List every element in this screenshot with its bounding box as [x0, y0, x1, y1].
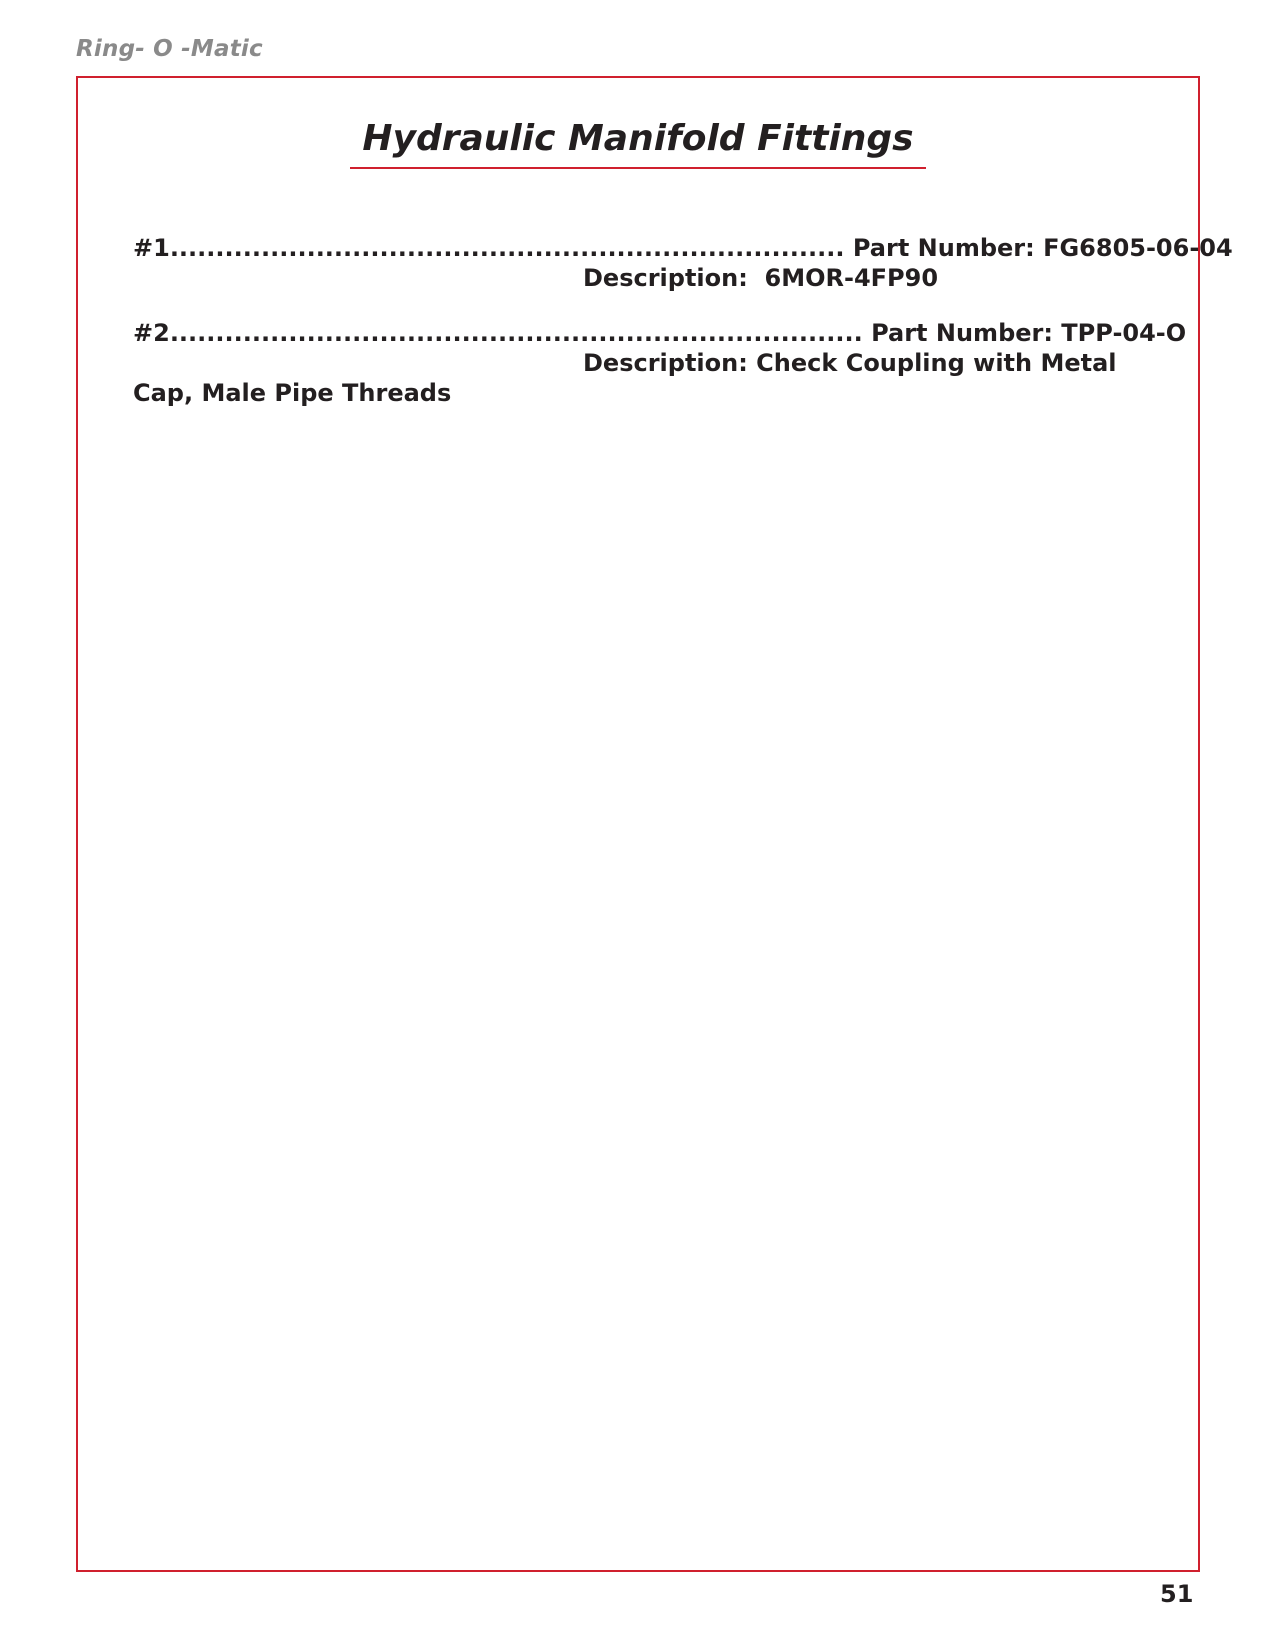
title-container — [350, 118, 926, 159]
brand-header: Ring- O -Matic — [76, 36, 263, 62]
part-number: Part Number: TPP-04-O — [871, 319, 1187, 347]
page-title: Hydraulic Manifold Fittings — [362, 118, 914, 159]
dot-leader: ............................................................................ — [169, 319, 863, 347]
dot-leader: .......................................................................... — [169, 234, 845, 262]
title-underline — [350, 167, 926, 169]
page-number: 51 — [1160, 1580, 1194, 1608]
item-description: Description: 6MOR-4FP90 — [583, 264, 939, 292]
item-number: #2 — [133, 319, 170, 347]
item-description: Description: Check Coupling with Metal — [583, 349, 1117, 377]
page-frame — [76, 76, 1200, 1572]
part-number: Part Number: FG6805-06-04 — [852, 234, 1233, 262]
item-description-continued: Cap, Male Pipe Threads — [133, 379, 452, 407]
item-leader-line — [133, 318, 1187, 348]
item-leader-line — [133, 233, 1233, 263]
list-item — [133, 318, 1187, 408]
item-number: #1 — [133, 234, 170, 262]
list-item — [133, 233, 1233, 293]
